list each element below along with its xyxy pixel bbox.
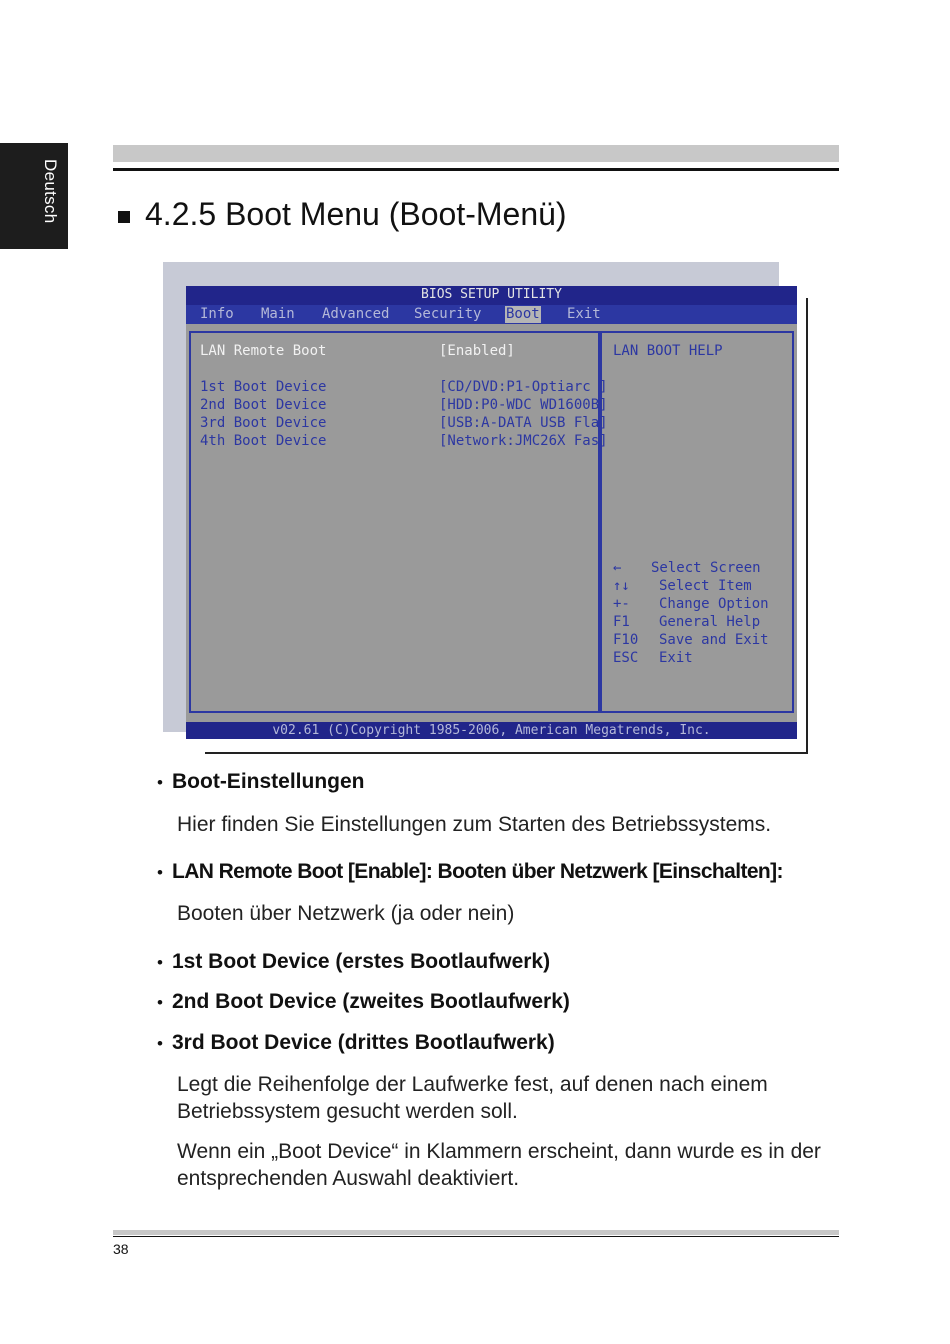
bios-copyright: v02.61 (C)Copyright 1985-2006, American Megatrends, Inc. [272,723,711,738]
bios-footer-bar [186,722,797,739]
header-rule-gray [113,145,839,162]
footer-rule-black [113,1236,839,1237]
language-tab [0,143,68,249]
bios-tab-boot[interactable]: Boot [506,306,540,322]
footer-rule-gray [113,1230,839,1235]
heading-boot-settings: Boot-Einstellungen [172,770,365,793]
bios-device-label-4[interactable]: 4th Boot Device [200,433,327,449]
bios-lan-remote-boot-label[interactable]: LAN Remote Boot [200,343,327,359]
title-bullet-icon [118,211,130,223]
bios-frame-line-right [806,298,808,754]
paragraph-boot-order: Legt die Reihenfolge der Laufwerke fest, auf denen nach einem Betriebssystem gesucht werden soll. [177,1073,768,1123]
bios-key-plus-minus: +- [613,596,630,612]
bios-device-label-1[interactable]: 1st Boot Device [200,379,327,395]
bios-device-value-2[interactable]: [HDD:P0-WDC WD1600B] [439,397,608,413]
bios-tab-advanced[interactable]: Advanced [322,306,390,322]
bios-key-action-4: General Help [659,614,761,630]
heading-1st-boot-device: 1st Boot Device (erstes Bootlaufwerk) [172,950,551,973]
bullet-icon: • [157,993,163,1012]
bios-menu-bar [186,305,797,324]
bios-tab-security[interactable]: Security [414,306,482,322]
heading-lan-remote-boot: LAN Remote Boot [Enable]: Booten über Netzwerk [Einschalten]: [172,860,783,883]
bullet-icon: • [157,863,163,882]
bios-title: BIOS SETUP UTILITY [421,287,562,302]
bios-device-label-2[interactable]: 2nd Boot Device [200,397,327,413]
bullet-icon: • [157,773,163,792]
bios-tab-exit[interactable]: Exit [567,306,601,322]
bios-key-left-arrow-icon: ← [613,560,622,576]
bios-key-f10: F10 [613,632,639,648]
bios-device-value-3[interactable]: [USB:A-DATA USB Fla] [439,415,608,431]
header-rule-black [113,168,839,171]
bios-lan-remote-boot-value[interactable]: [Enabled] [439,343,515,359]
bios-key-action-3: Change Option [659,596,769,612]
bios-key-action-6: Exit [659,650,693,666]
bios-title-bar [186,286,797,305]
bios-key-f1: F1 [613,614,630,630]
heading-3rd-boot-device: 3rd Boot Device (drittes Bootlaufwerk) [172,1031,555,1054]
paragraph-lan-remote-boot: Booten über Netzwerk (ja oder nein) [177,902,515,925]
bullet-icon: • [157,953,163,972]
page-number: 38 [113,1241,129,1257]
bios-device-value-1[interactable]: [CD/DVD:P1-Optiarc ] [439,379,608,395]
bios-help-title: LAN BOOT HELP [613,343,723,359]
section-title: 4.2.5 Boot Menu (Boot-Menü) [145,196,567,232]
bios-key-action-1: Select Screen [651,560,761,576]
bios-key-action-2: Select Item [659,578,752,594]
bullet-icon: • [157,1034,163,1053]
bios-key-updown-arrow-icon: ↑↓ [613,578,630,594]
bios-frame-line-bottom [205,752,808,754]
bios-key-esc: ESC [613,650,639,666]
bios-tab-main[interactable]: Main [261,306,295,322]
bios-key-action-5: Save and Exit [659,632,769,648]
bios-screenshot [186,286,797,739]
paragraph-disabled-device: Wenn ein „Boot Device“ in Klammern erscheint, dann wurde es in der entsprechenden Auswahl deaktiviert. [177,1140,821,1190]
paragraph-boot-settings: Hier finden Sie Einstellungen zum Starten des Betriebssystems. [177,813,772,836]
language-tab-label: Deutsch [41,159,60,224]
bios-tab-info[interactable]: Info [200,306,234,322]
bios-device-label-3[interactable]: 3rd Boot Device [200,415,327,431]
heading-2nd-boot-device: 2nd Boot Device (zweites Bootlaufwerk) [172,990,570,1013]
bios-device-value-4[interactable]: [Network:JMC26X Fas] [439,433,608,449]
